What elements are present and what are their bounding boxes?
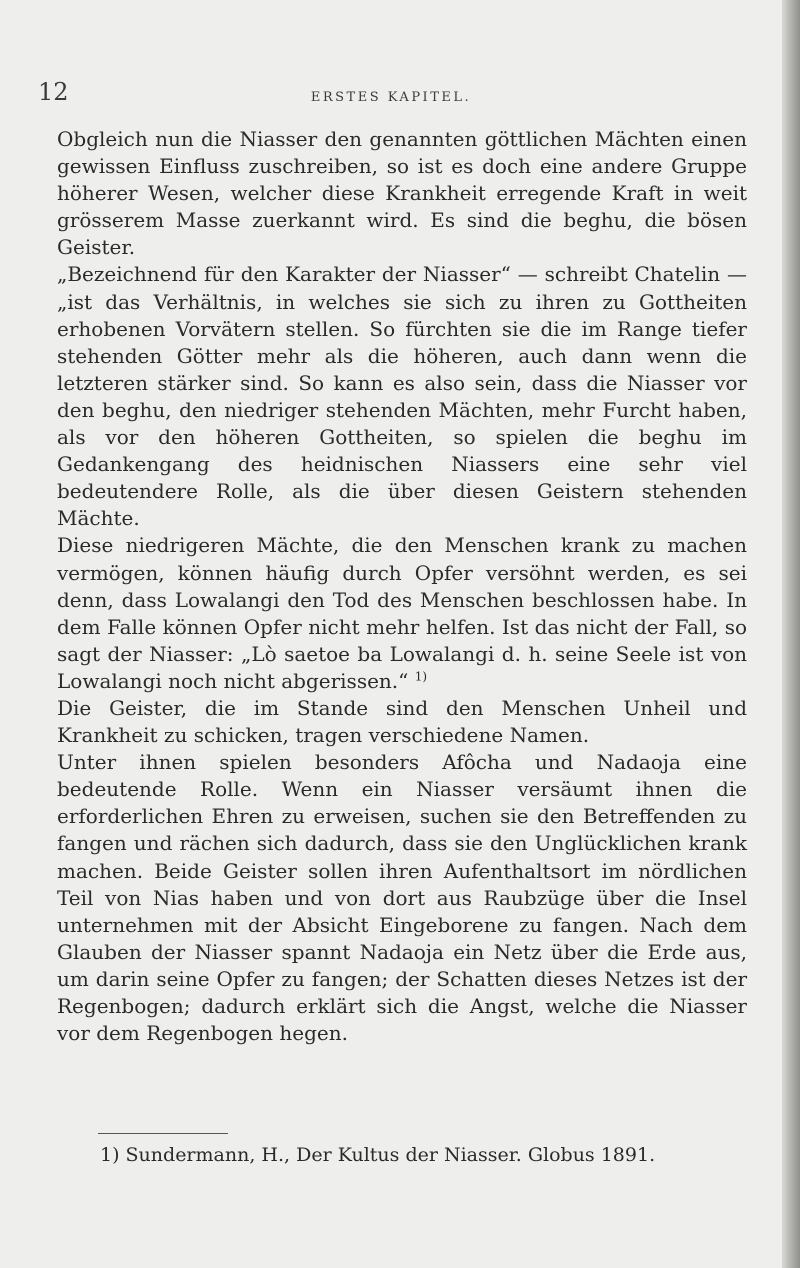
paragraph-3 (57, 532, 747, 695)
paragraph-5: Unter ihnen spielen besonders Afôcha und Nadaoja eine bedeutende Rolle. Wenn ein Niasser versäumt ihnen die erforderlichen Ehren zu erweisen, suchen sie den Betreffenden zu fangen und rächen sich dadurch, dass sie den Unglücklichen krank machen. Beide Geister sollen ihren Aufenthaltsort im nördlichen Teil von Nias haben und von dort aus Raubzüge über die Insel unternehmen mit der Absicht Eingeborene zu fangen. Nach dem Glauben der Niasser spannt Nadaoja ein Netz über die Erde aus, um darin seine Opfer zu fangen; der Schatten dieses Netzes ist der Regenbogen; dadurch erklärt sich die Angst, welche die Niasser vor dem Regenbogen hegen. (57, 750, 747, 1046)
paragraph-4: Die Geister, die im Stande sind den Menschen Unheil und Krankheit zu schicken, tragen verschiedene Namen. (57, 695, 747, 748)
footnote-divider (98, 1133, 228, 1134)
body-text (57, 126, 747, 1047)
paragraph-2: „Bezeichnend für den Karakter der Niasser“ — schreibt Chatelin — „ist das Verhältnis, in welches sie sich zu ihren zu Gottheiten erhobenen Vorvätern stellen. So fürchten sie die im Range tiefer stehenden Götter mehr als die höheren, auch dann wenn die letzteren stärker sind. So kann es also sein, dass die Niasser vor den beghu, den niedriger stehenden Mächten, mehr Furcht haben, als vor den höheren Gottheiten, so spielen die beghu im Gedankengang des heidnischen Niassers eine sehr viel bedeutendere Rolle, als die über diesen Geistern stehenden Mächte. (57, 262, 747, 531)
footnote-reference: 1) (414, 669, 428, 684)
page-number: 12 (38, 78, 69, 106)
page-edge-shadow (782, 0, 800, 1268)
running-head: ERSTES KAPITEL. (310, 90, 472, 105)
paragraph-1: Obgleich nun die Niasser den genannten göttlichen Mächten einen gewissen Einfluss zuschreiben, so ist es doch eine andere Gruppe höherer Wesen, welcher diese Krankheit erregende Kraft in weit grösserem Masse zuerkannt wird. Es sind die beghu, die bösen Geister. (57, 127, 747, 260)
footnote: 1) Sundermann, H., Der Kultus der Niasser. Globus 1891. (100, 1144, 656, 1166)
paragraph-3-text: Diese niedrigeren Mächte, die den Menschen krank zu machen vermögen, können häufig durch Opfer versöhnt werden, es sei denn, dass Lowalangi den Tod des Menschen beschlossen habe. In dem Falle können Opfer nicht mehr helfen. Ist das nicht der Fall, so sagt der Niasser: „Lò saetoe ba Lowalangi d. h. seine Seele ist von Lowalangi noch nicht abgerissen.“ (57, 533, 747, 693)
